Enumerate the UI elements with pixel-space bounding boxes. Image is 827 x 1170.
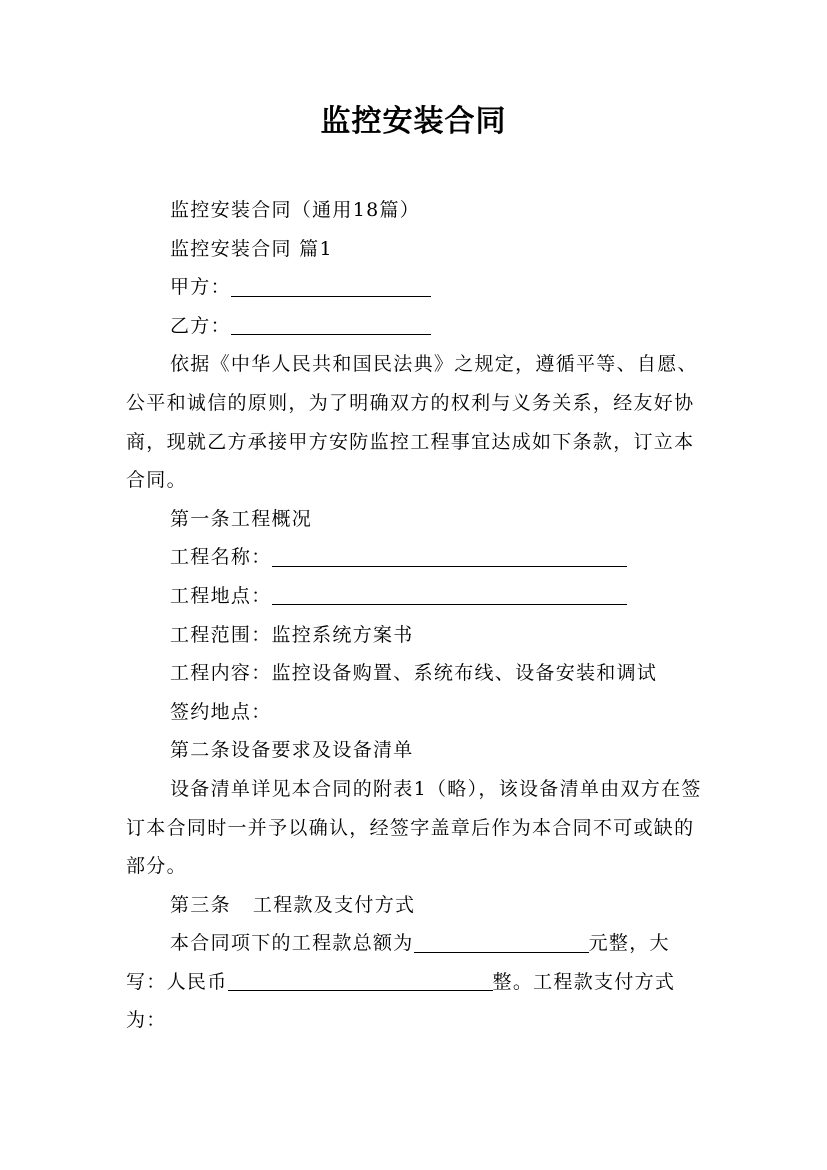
party-a-line <box>126 268 706 307</box>
section-heading: 监控安装合同 篇1 <box>170 237 333 260</box>
payment-amount-blank <box>414 932 589 953</box>
party-a-label: 甲方： <box>170 276 231 299</box>
preamble-paragraph: 依据《中华人民共和国民法典》之规定，遵循平等、自愿、公平和诚信的原则，为了明确双方的权利与义务关系，经友好协商，现就乙方承接甲方安防监控工程事宜达成如下条款，订立本合同。 <box>126 353 698 492</box>
party-a-blank <box>231 276 431 297</box>
payment-capital-blank <box>228 970 493 991</box>
article-2-paragraph: 设备清单详见本合同的附表1（略），该设备清单由双方在签订本合同时一并予以确认，经签字盖章后作为本合同不可或缺的部分。 <box>126 777 702 878</box>
party-b-label: 乙方： <box>170 314 231 337</box>
project-location-label: 工程地点： <box>170 584 272 607</box>
project-name-label: 工程名称： <box>170 546 272 569</box>
payment-text-3: 整。工程款支付方式为： <box>126 970 676 1032</box>
payment-text-1: 本合同项下的工程款总额为 <box>170 932 414 955</box>
article-3-title <box>126 886 706 925</box>
signing-place: 签约地点： <box>170 700 272 723</box>
project-name-blank <box>272 546 627 567</box>
document-title: 监控安装合同 <box>320 104 507 139</box>
article-3-heading: 工程款及支付方式 <box>252 893 416 916</box>
document-subtitle: 监控安装合同（通用18篇） <box>170 199 421 221</box>
payment-paragraph <box>126 924 706 1040</box>
document-body <box>126 191 706 1040</box>
payment-text-2: 元整，大写：人民币 <box>126 932 670 993</box>
project-location-blank <box>272 584 627 605</box>
project-content: 工程内容：监控设备购置、系统布线、设备安装和调试 <box>170 662 658 685</box>
party-b-blank <box>231 314 431 335</box>
party-b-line <box>126 307 706 346</box>
project-location-line <box>126 577 706 616</box>
article-3-number: 第三条 <box>170 893 231 916</box>
article-1-title: 第一条工程概况 <box>170 507 313 530</box>
project-scope: 工程范围：监控系统方案书 <box>170 623 414 646</box>
article-2-title: 第二条设备要求及设备清单 <box>170 739 414 762</box>
project-name-line <box>126 538 706 577</box>
